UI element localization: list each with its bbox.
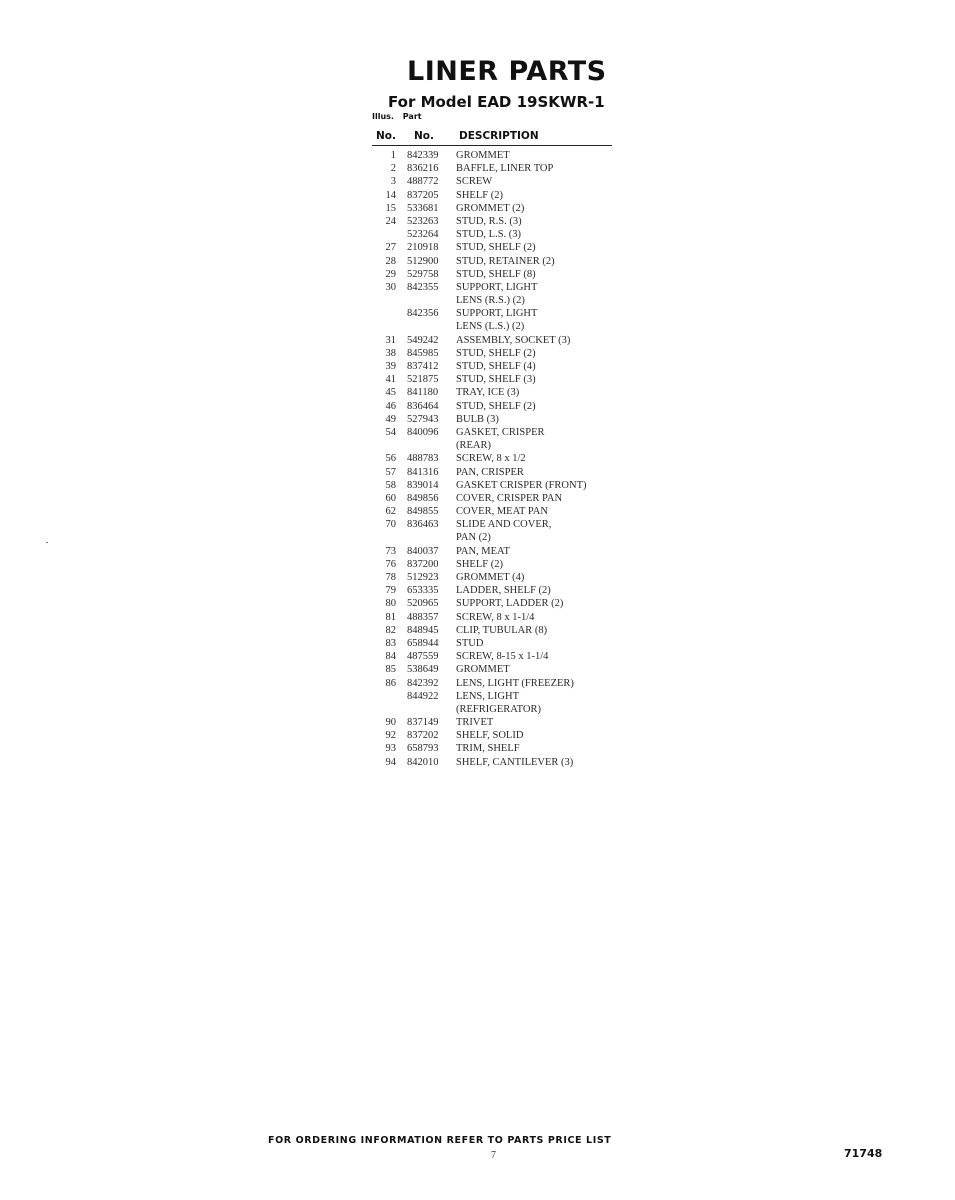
illus-number: 1: [390, 150, 396, 161]
part-number: 487559: [407, 651, 439, 663]
illus-number: 84: [385, 651, 396, 663]
parts-row: [372, 360, 632, 373]
illus-number: 31: [385, 334, 396, 346]
illus-number: 73: [385, 545, 396, 557]
parts-row: [372, 189, 632, 202]
parts-row: [372, 637, 632, 650]
part-header-top: Part: [402, 112, 422, 121]
parts-row: [372, 373, 632, 386]
part-description: SCREW, 8 x 1-1/4: [456, 611, 535, 623]
part-number: 836216: [407, 163, 439, 175]
part-number: 837205: [407, 189, 439, 201]
part-number: 538649: [407, 664, 439, 676]
description-header: DESCRIPTION: [459, 130, 539, 142]
part-description: STUD, R.S. (3): [456, 215, 522, 227]
part-description: TRAY, ICE (3): [456, 387, 520, 399]
part-description: STUD, L.S. (3): [456, 229, 522, 241]
illus-number: 46: [385, 400, 396, 412]
part-number: 520965: [407, 598, 439, 610]
parts-row: [372, 281, 632, 294]
part-description: GROMMET: [456, 150, 510, 161]
part-description: STUD, SHELF (3): [456, 374, 536, 386]
illus-number: 93: [385, 743, 396, 755]
parts-row: [372, 677, 632, 690]
illus-header-top: Illus.: [372, 112, 394, 121]
parts-row: [372, 492, 632, 505]
part-number: 512923: [407, 572, 439, 583]
parts-row: [372, 597, 632, 610]
part-description: SHELF (2): [456, 189, 503, 201]
part-description: SUPPORT, LIGHT: [456, 281, 538, 293]
parts-row: [372, 531, 632, 544]
parts-row: [372, 202, 632, 215]
part-description: PAN, MEAT: [456, 545, 510, 557]
parts-row: [372, 307, 632, 320]
illus-number: 58: [385, 479, 396, 491]
illus-number: 94: [385, 756, 396, 768]
part-number: 844922: [407, 690, 439, 702]
part-number: 849856: [407, 492, 439, 504]
parts-row: [372, 479, 632, 492]
part-description: BULB (3): [456, 413, 499, 425]
part-number: 839014: [407, 479, 439, 491]
part-description: CLIP, TUBULAR (8): [456, 624, 548, 636]
part-number: 653335: [407, 585, 439, 597]
parts-row: [372, 426, 632, 439]
part-number: 849855: [407, 506, 439, 518]
illus-number: 28: [385, 255, 396, 267]
parts-row: [372, 347, 632, 360]
part-description: LENS, LIGHT (FREEZER): [456, 677, 574, 689]
part-number: 836464: [407, 400, 439, 412]
part-number: 842392: [407, 677, 439, 689]
part-description: SUPPORT, LIGHT: [456, 308, 538, 320]
part-number: 837412: [407, 361, 439, 372]
part-description: LENS (R.S.) (2): [456, 295, 525, 307]
illus-number: 49: [385, 413, 396, 425]
parts-row: [372, 571, 632, 584]
part-number: 488357: [407, 611, 439, 623]
model-subtitle: For Model EAD 19SKWR-1: [388, 93, 605, 111]
part-description: PAN (2): [456, 532, 491, 544]
parts-row: [372, 439, 632, 452]
part-number: 845985: [407, 347, 439, 359]
parts-row: [372, 505, 632, 518]
part-number: 848945: [407, 624, 439, 636]
part-number: 512900: [407, 255, 439, 267]
part-description: (REFRIGERATOR): [456, 703, 541, 715]
part-no-header: No.: [414, 130, 434, 142]
part-description: TRIVET: [456, 717, 494, 729]
parts-row: [372, 162, 632, 175]
part-description: GROMMET: [456, 664, 510, 676]
illus-number: 86: [385, 677, 396, 689]
illus-number: 38: [385, 347, 396, 359]
parts-row: [372, 518, 632, 531]
part-number: 840096: [407, 426, 439, 438]
illus-number: 85: [385, 664, 396, 676]
illus-number: 2: [390, 163, 396, 175]
part-number: 837202: [407, 730, 439, 742]
part-description: STUD, SHELF (4): [456, 361, 536, 372]
part-number: 842355: [407, 281, 439, 293]
illus-number: 3: [390, 176, 396, 188]
parts-row: [372, 756, 632, 769]
illus-number: 80: [385, 598, 396, 610]
part-description: SUPPORT, LADDER (2): [456, 598, 564, 610]
parts-row: [372, 294, 632, 307]
part-description: ASSEMBLY, SOCKET (3): [456, 334, 571, 346]
parts-row: [372, 320, 632, 333]
part-description: STUD, SHELF (2): [456, 347, 536, 359]
illus-number: 29: [385, 268, 396, 280]
part-number: 488772: [407, 176, 439, 188]
part-number: 549242: [407, 334, 439, 346]
parts-row: [372, 650, 632, 663]
illus-number: 83: [385, 637, 396, 649]
parts-row: [372, 624, 632, 637]
part-description: SHELF, SOLID: [456, 730, 524, 742]
parts-row: [372, 386, 632, 399]
parts-row: [372, 215, 632, 228]
part-number: 837200: [407, 558, 439, 570]
parts-row: [372, 690, 632, 703]
parts-row: [372, 663, 632, 676]
part-description: GROMMET (4): [456, 572, 525, 583]
part-description: STUD, SHELF (8): [456, 268, 536, 280]
part-description: PAN, CRISPER: [456, 466, 524, 478]
illus-number: 39: [385, 361, 396, 372]
illus-number: 76: [385, 558, 396, 570]
part-number: 837149: [407, 717, 439, 729]
parts-row: [372, 228, 632, 241]
illus-number: 81: [385, 611, 396, 623]
part-description: SHELF, CANTILEVER (3): [456, 756, 574, 768]
parts-row: [372, 413, 632, 426]
parts-row: [372, 452, 632, 465]
part-description: (REAR): [456, 440, 491, 452]
part-description: SCREW: [456, 176, 493, 188]
part-description: COVER, MEAT PAN: [456, 506, 548, 518]
parts-row: [372, 742, 632, 755]
parts-row: [372, 466, 632, 479]
column-header-top-row: [372, 112, 422, 121]
part-description: SHELF (2): [456, 558, 503, 570]
part-number: 842339: [407, 150, 439, 161]
parts-row: [372, 241, 632, 254]
part-description: TRIM, SHELF: [456, 743, 520, 755]
illus-number: 15: [385, 202, 396, 214]
part-number: 841180: [407, 387, 439, 399]
parts-row: [372, 584, 632, 597]
parts-row: [372, 268, 632, 281]
parts-row: [372, 255, 632, 268]
parts-row: [372, 558, 632, 571]
parts-row: [372, 703, 632, 716]
part-description: LENS, LIGHT: [456, 690, 519, 702]
parts-row: [372, 334, 632, 347]
part-number: 842010: [407, 756, 439, 768]
illus-number: 27: [385, 242, 396, 254]
illus-number: 54: [385, 426, 396, 438]
part-description: STUD: [456, 637, 484, 649]
page-title: LINER PARTS: [407, 56, 607, 87]
part-description: STUD, SHELF (2): [456, 400, 536, 412]
part-number: 523263: [407, 215, 439, 227]
illus-number: 62: [385, 506, 396, 518]
illus-number: 92: [385, 730, 396, 742]
illus-number: 41: [385, 374, 396, 386]
part-number: 533681: [407, 202, 439, 214]
part-number: 529758: [407, 268, 439, 280]
parts-row: [372, 400, 632, 413]
illus-number: 78: [385, 572, 396, 583]
part-number: 841316: [407, 466, 439, 478]
column-header-row: [372, 130, 612, 146]
part-number: 521875: [407, 374, 439, 386]
part-number: 488783: [407, 453, 439, 465]
part-number: 840037: [407, 545, 439, 557]
part-number: 658793: [407, 743, 439, 755]
part-number: 527943: [407, 413, 439, 425]
part-description: STUD, RETAINER (2): [456, 255, 555, 267]
part-description: STUD, SHELF (2): [456, 242, 536, 254]
page-number: 7: [491, 1150, 496, 1161]
parts-row: [372, 729, 632, 742]
part-description: LADDER, SHELF (2): [456, 585, 551, 597]
illus-number: 14: [385, 189, 396, 201]
part-description: COVER, CRISPER PAN: [456, 492, 563, 504]
parts-row: [372, 149, 632, 162]
illus-number: 60: [385, 492, 396, 504]
illus-number: 56: [385, 453, 396, 465]
part-description: LENS (L.S.) (2): [456, 321, 525, 333]
parts-row: [372, 175, 632, 188]
parts-row: [372, 716, 632, 729]
illus-number: 45: [385, 387, 396, 399]
part-number: 210918: [407, 242, 439, 254]
illus-number: 90: [385, 717, 396, 729]
parts-list: [372, 149, 632, 769]
part-description: GROMMET (2): [456, 202, 525, 214]
illus-number: 30: [385, 281, 396, 293]
scan-speck: [46, 542, 48, 543]
part-description: SLIDE AND COVER,: [456, 519, 552, 531]
illus-number: 79: [385, 585, 396, 597]
part-description: GASKET, CRISPER: [456, 426, 545, 438]
illus-no-header: No.: [376, 130, 396, 142]
parts-row: [372, 545, 632, 558]
part-description: GASKET CRISPER (FRONT): [456, 479, 587, 491]
illus-number: 70: [385, 519, 396, 531]
illus-number: 82: [385, 624, 396, 636]
part-description: SCREW, 8-15 x 1-1/4: [456, 651, 549, 663]
parts-row: [372, 611, 632, 624]
ordering-footer-note: FOR ORDERING INFORMATION REFER TO PARTS PRICE LIST: [268, 1135, 612, 1146]
part-description: BAFFLE, LINER TOP: [456, 163, 554, 175]
part-description: SCREW, 8 x 1/2: [456, 453, 526, 465]
illus-number: 57: [385, 466, 396, 478]
part-number: 836463: [407, 519, 439, 531]
part-number: 523264: [407, 229, 439, 241]
part-number: 842356: [407, 308, 439, 320]
illus-number: 24: [385, 215, 396, 227]
document-code: 71748: [844, 1147, 883, 1160]
part-number: 658944: [407, 637, 439, 649]
